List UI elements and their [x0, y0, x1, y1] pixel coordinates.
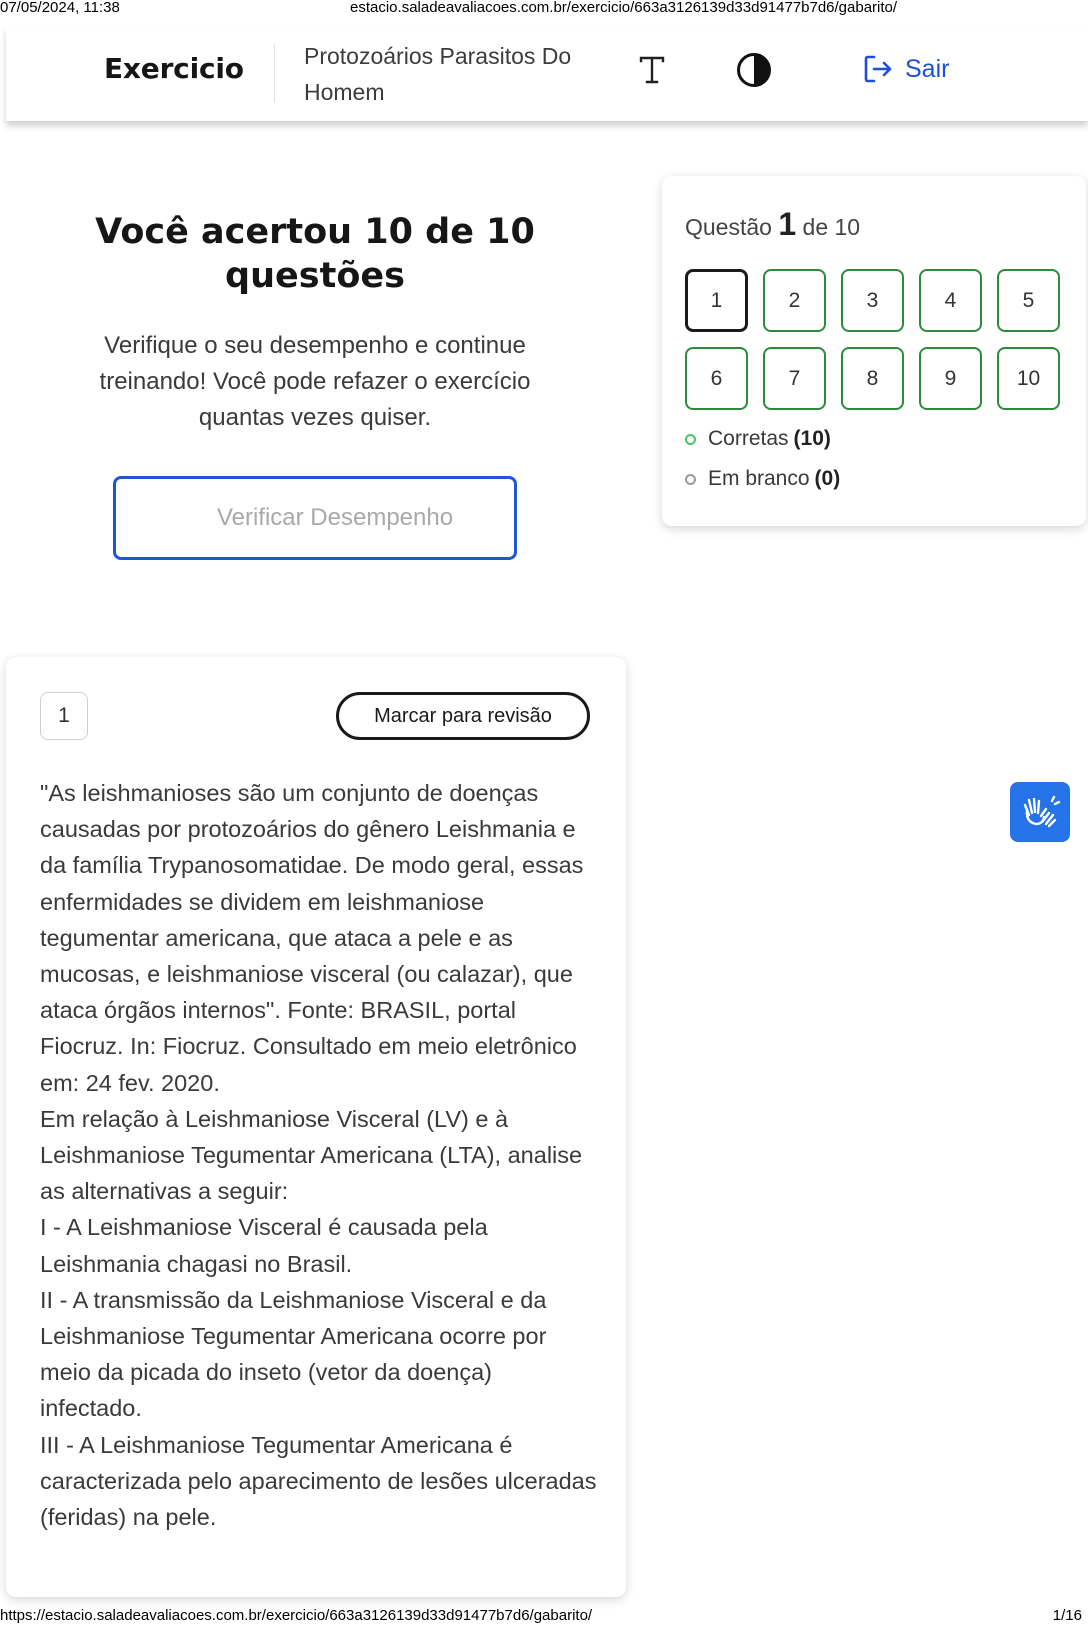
question-navigator: [662, 176, 1086, 526]
question-card: [6, 657, 626, 1597]
question-counter-suffix: de 10: [802, 214, 861, 240]
print-datetime: 07/05/2024, 11:38: [0, 0, 120, 16]
legend-blank-count: (0): [814, 467, 841, 490]
legend-blank: [685, 467, 840, 491]
question-counter-prefix: Questão: [685, 214, 772, 240]
question-paragraph: I - A Leishmaniose Visceral é causada pela Leishmania chagasi no Brasil.: [40, 1214, 488, 1277]
question-grid: [685, 269, 1065, 410]
logout-label: Sair: [905, 54, 950, 83]
question-paragraph: "As leishmanioses são um conjunto de doenças causadas por protozoários do gênero Leishmania e da família Trypanosomatidae. De modo geral, essas enfermidades se dividem em leishmaniose tegumentar americana, que ataca a pele e as mucosas, e leishmaniose visceral (ou calazar), que ataca órgãos internos". Fonte: BRASIL, portal Fiocruz. In: Fiocruz. Consultado em meio eletrônico em: 24 fev. 2020.: [40, 780, 584, 1096]
top-navbar: [6, 26, 1088, 121]
question-button[interactable]: 3: [841, 269, 904, 332]
question-button[interactable]: 10: [997, 347, 1060, 410]
question-counter-current: 1: [778, 206, 797, 242]
question-statement: [40, 775, 600, 1535]
sign-language-button[interactable]: [1010, 782, 1070, 842]
result-message: Verifique o seu desempenho e continue treinando! Você pode refazer o exercício quantas vezes quiser.: [99, 332, 531, 431]
subject-title: Protozoários Parasitos Do Homem: [304, 43, 572, 105]
question-button[interactable]: 9: [919, 347, 982, 410]
mark-for-review-button[interactable]: Marcar para revisão: [336, 692, 590, 740]
verify-performance-button[interactable]: Verificar Desempenho: [113, 476, 517, 560]
legend-correct-count: (10): [793, 427, 831, 450]
question-button[interactable]: 8: [841, 347, 904, 410]
print-footer-url: https://estacio.saladeavaliacoes.com.br/exercicio/663a3126139d33d91477b7d6/gabarito/: [0, 1607, 593, 1624]
question-paragraph: Em relação à Leishmaniose Visceral (LV) e à Leishmaniose Tegumentar Americana (LTA), analise as alternativas a seguir:: [40, 1105, 583, 1205]
logout-button[interactable]: [861, 52, 949, 86]
legend-correct: [685, 427, 831, 451]
question-button[interactable]: 2: [763, 269, 826, 332]
print-header-url: estacio.saladeavaliacoes.com.br/exercicio/663a3126139d33d91477b7d6/gabarito/: [350, 0, 898, 16]
text-size-icon[interactable]: [630, 48, 674, 92]
question-counter: [685, 206, 860, 243]
question-button[interactable]: 1: [685, 269, 748, 332]
question-paragraph: III - A Leishmaniose Tegumentar Americana é caracterizada pelo aparecimento de lesões ulceradas (feridas) na pele.: [40, 1431, 597, 1531]
contrast-icon[interactable]: [732, 48, 776, 92]
result-title: Você acertou 10 de 10 questões: [95, 212, 535, 296]
question-button[interactable]: 6: [685, 347, 748, 410]
question-number-badge: 1: [40, 692, 88, 740]
print-footer: [0, 1605, 1088, 1625]
print-page-number: 1/16: [1052, 1607, 1082, 1624]
correct-dot-icon: [685, 434, 696, 445]
question-button[interactable]: 7: [763, 347, 826, 410]
logout-icon: [861, 52, 895, 86]
print-header: [0, 0, 1088, 16]
legend-correct-label: Corretas: [708, 427, 789, 450]
legend-blank-label: Em branco: [708, 467, 810, 490]
brand-title: Exercicio: [104, 52, 244, 85]
sign-language-icon: [1019, 791, 1061, 833]
navbar-divider: [274, 44, 275, 102]
question-paragraph: II - A transmissão da Leishmaniose Visceral e da Leishmaniose Tegumentar Americana ocorre por meio da picada do inseto (vetor da doença) infectado.: [40, 1286, 547, 1422]
question-button[interactable]: 5: [997, 269, 1060, 332]
blank-dot-icon: [685, 474, 696, 485]
result-summary: [60, 210, 570, 436]
question-button[interactable]: 4: [919, 269, 982, 332]
